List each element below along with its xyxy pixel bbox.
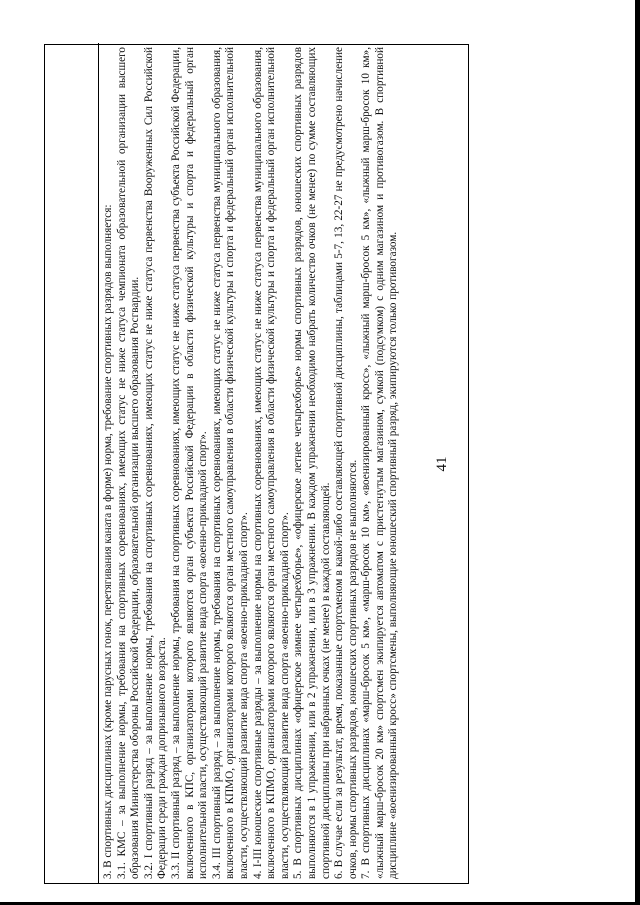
paragraph-7: 7. В спортивных дисциплинах «марш-бросок 5 км», «марш-бросок 10 км», «военизированный кросс», «лыжный марш-бросок 5 км», «лыжный марш-бросок 10 км», «лыжный марш-бросок 20 км» спортсмен экипируется автоматом с пристегнутым магазином, сумкой (подсумком) с одним магазином и противогазом. В спортивной дисциплине «военизированный кросс» спортсмены, выполняющие юношеский спортивный разряд, экипируются только противогазом.	[360, 47, 400, 879]
paragraph-6: 6. В случае если за результат, время, показанные спортсменом в какой-либо составляющей спортивной дисциплины, таблицами 5-7, 13, 22-27 не предусмотрено начисление очков, нормы спортивных разрядов, юношеских спортивных разрядов не выполняются.	[333, 47, 359, 879]
notes-table	[44, 44, 469, 884]
notes-cell	[102, 47, 468, 879]
page-number: 41	[434, 456, 450, 472]
column-divider	[98, 43, 99, 883]
paragraph-3-3: 3.3. II спортивный разряд – за выполнение нормы, требования на спортивных соревнованиях, имеющих статус не ниже статуса первенства субъекта Российской Федерации, включенного в КПС, организаторами которого являются орган субъекта Российской Федерации в области физической культуры и спорта и федеральный орган исполнительной власти, осуществляющий развитие вида спорта «военно-прикладной спорт».	[169, 47, 210, 879]
paragraph-3-1: 3.1. КМС – за выполнение нормы, требования на спортивных соревнованиях, имеющих статус не ниже статуса чемпионата образовательной организации высшего образования Министерства обороны Российской Федерации, образовательной организации высшего образования Росгвардии.	[115, 47, 142, 879]
paragraph-3-4: 3.4. III спортивный разряд – за выполнение нормы, требования на спортивных соревнованиях, имеющих статус не ниже статуса первенства муниципального образования, включенного в КПМО, организаторами которого являются орган местного самоуправления в области физической культуры и спорта и федеральный орган исполнительной власти, осуществляющий развитие вида спорта «военно-прикладной спорт».	[210, 47, 250, 879]
paragraph-3: 3. В спортивных дисциплинах (кроме парусных гонок, перетягивания каната в форме) норма, требование спортивных разрядов выполняется:	[102, 204, 114, 879]
paragraph-3-2: 3.2. I спортивный разряд – за выполнение нормы, требования на спортивных соревнованиях, имеющих статус не ниже статуса первенства Вооруженных Сил Российской Федерации среди граждан допризывного возраста.	[142, 47, 169, 879]
paragraph-5: 5. В спортивных дисциплинах «офицерское зимнее четырехборье», «офицерское летнее четырехборье» нормы спортивных разрядов, юношеских спортивных разрядов выполняются в 1 упражнении, или в 2 упражнении, или в 3 упражнении. В каждом упражнении необходимо набрать количество очков (не менее) по сумме составляющих спортивной дисциплины при набранных очках (не менее) в каждой составляющей.	[292, 47, 332, 879]
rotated-page	[44, 44, 584, 884]
paragraph-4: 4. I-III юношеские спортивные разряды – за выполнение нормы на спортивных соревнованиях, имеющих статус не ниже статуса первенства муниципального образования, включенного в КПМО, организаторами которого являются орган местного самоуправления в области физической культуры и спорта и федеральный орган исполнительной власти, осуществляющий развитие вида спорта «военно-прикладной спорт».	[251, 47, 291, 879]
